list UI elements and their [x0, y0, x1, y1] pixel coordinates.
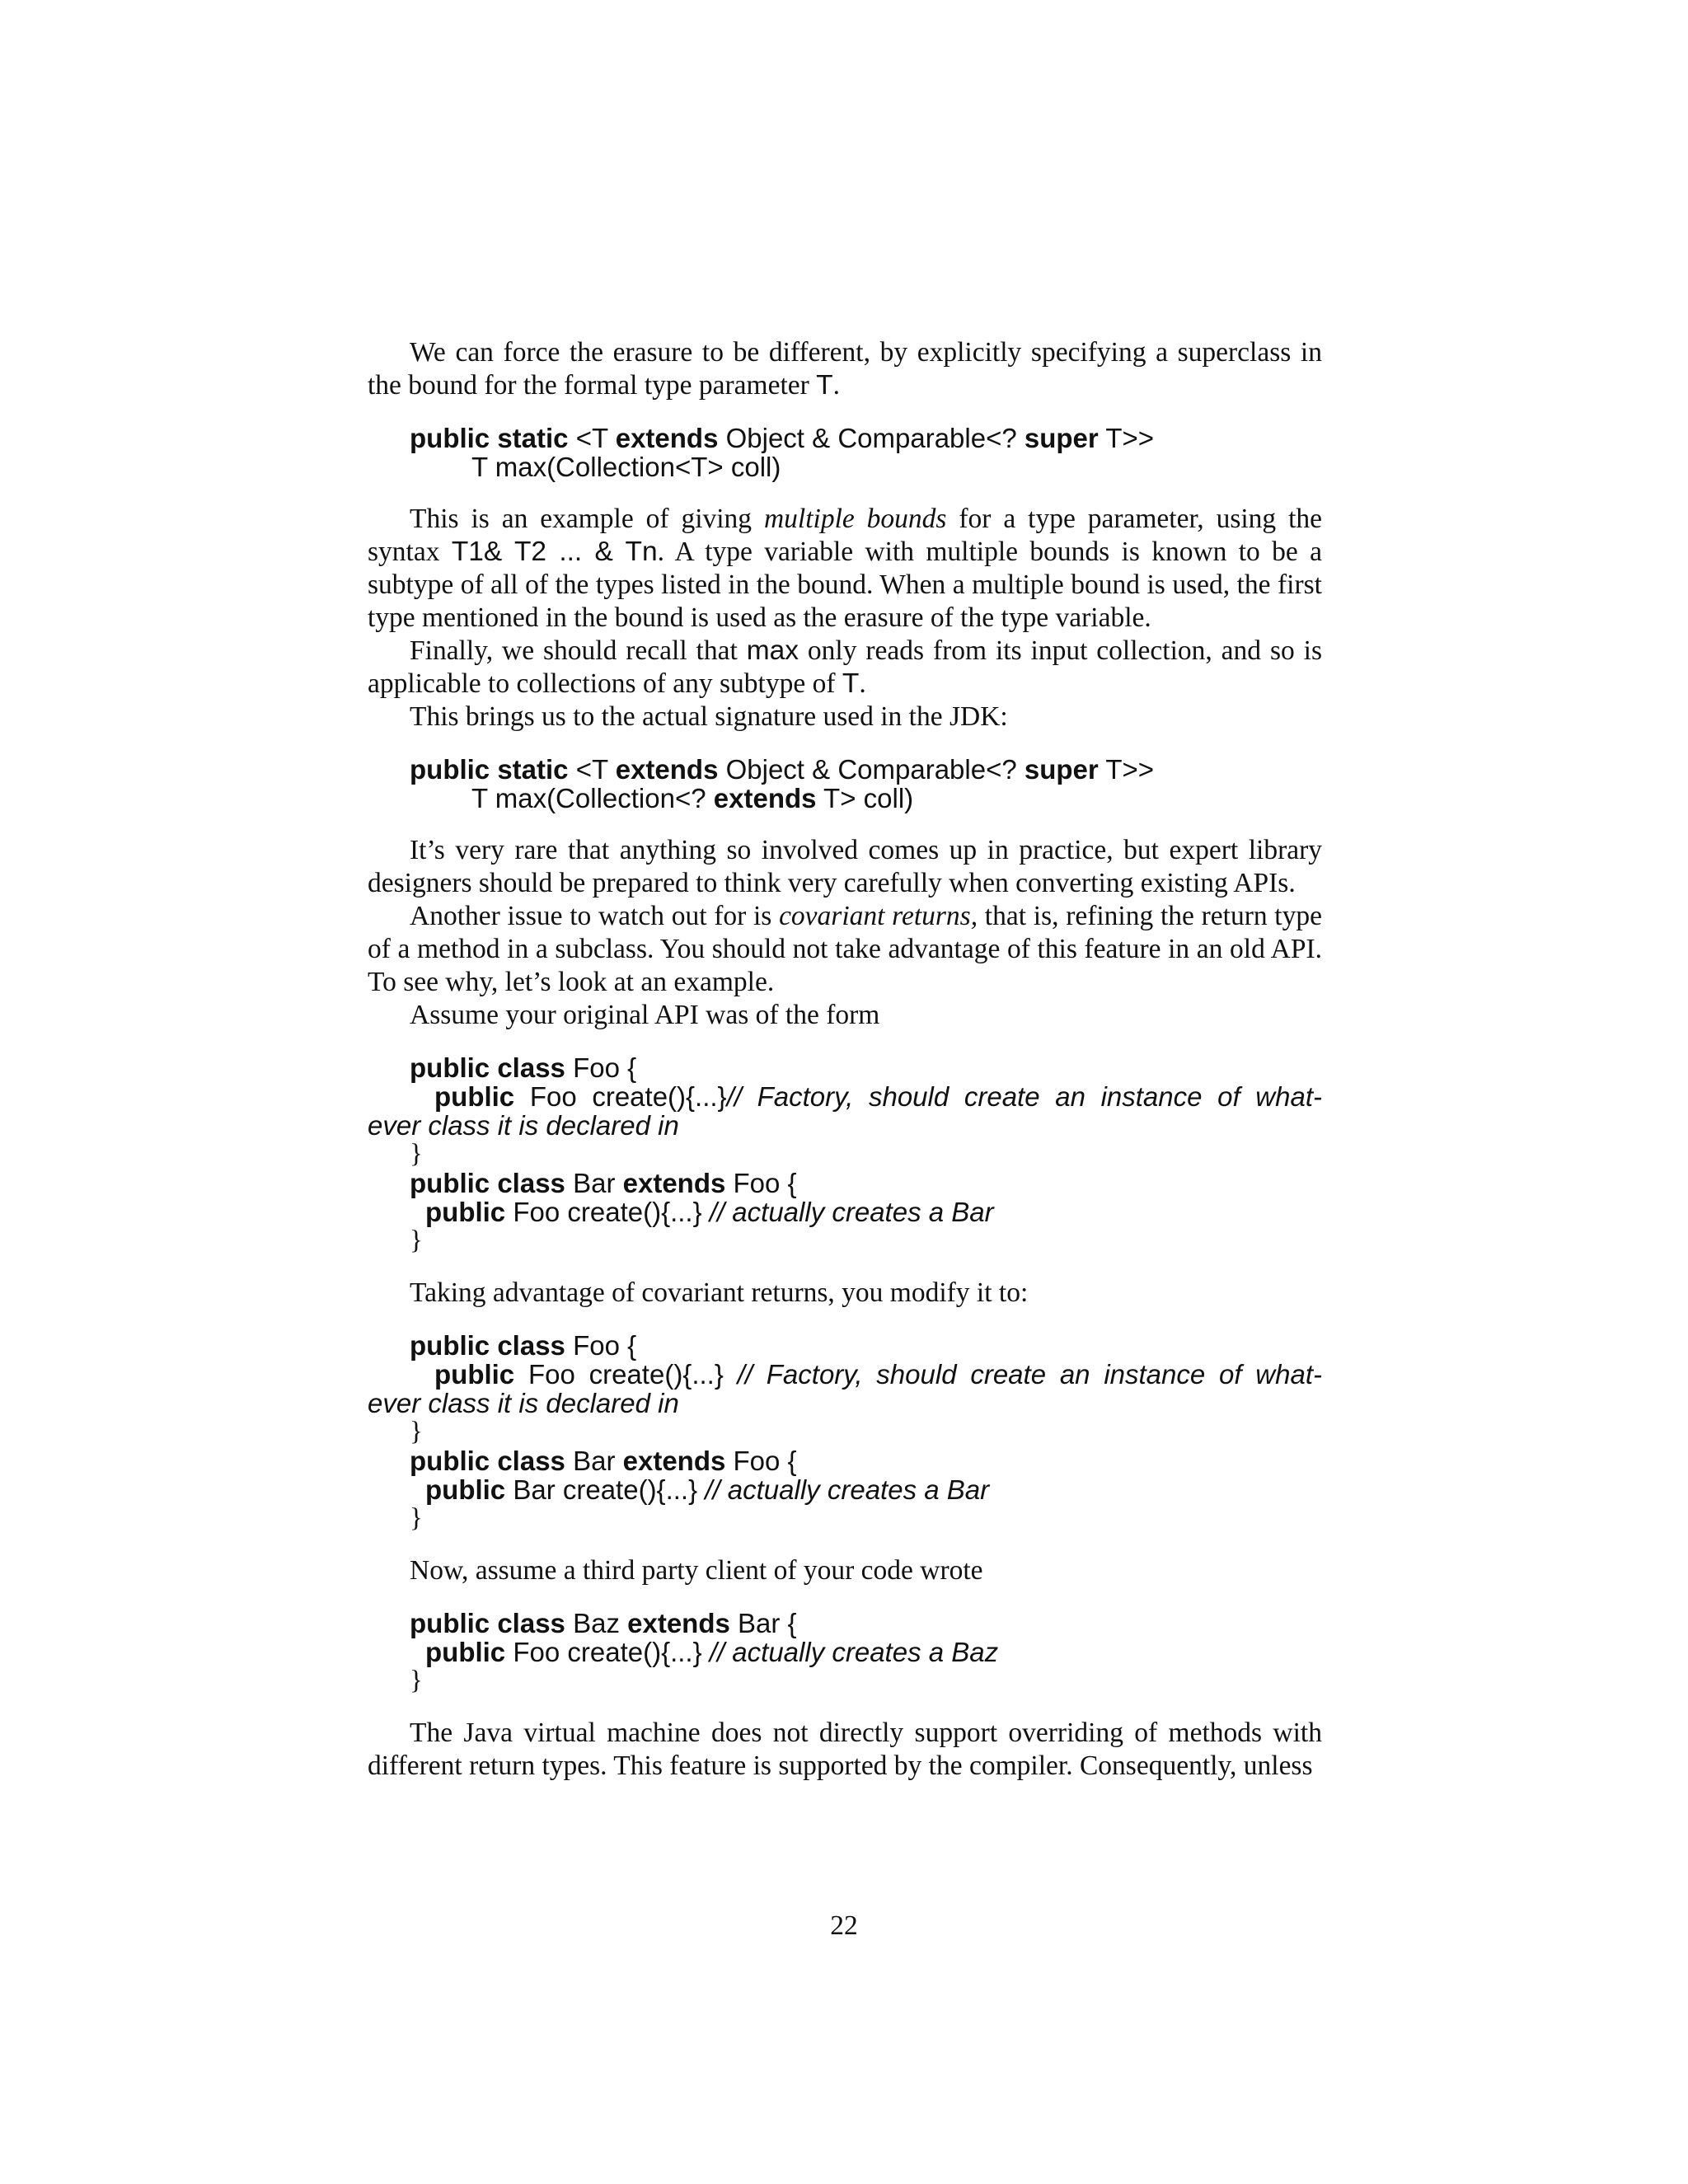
- code-comment: // Factory, should create an instance of what-: [726, 1081, 1323, 1112]
- code-block-modified-api: [368, 1331, 1322, 1533]
- paragraph-max-reads: [368, 635, 1322, 701]
- code-text: T>>: [1098, 423, 1155, 453]
- code-text: Baz: [565, 1608, 628, 1638]
- keyword: public static: [410, 754, 569, 785]
- keyword: public class: [410, 1608, 565, 1638]
- code-text: Foo create(){...}: [505, 1197, 710, 1227]
- code-line: }: [410, 1417, 423, 1446]
- code-text: Foo create(){...}: [528, 1359, 738, 1390]
- code-text: T>>: [1098, 754, 1155, 785]
- paragraph-third-party: Now, assume a third party client of your code wrote: [410, 1555, 983, 1586]
- text-column: [368, 336, 1322, 1783]
- keyword: public: [434, 1359, 515, 1390]
- paragraph-erasure: [368, 336, 1322, 402]
- text: . A type variable with multiple bounds is known to be a subtype of all of the types listed in the bound. When a multiple bound is used, the first type mentioned in the bound is used as the erasure of the type variable.: [368, 537, 1322, 633]
- paragraph-covariant: [368, 900, 1322, 999]
- code-line: }: [410, 1226, 423, 1255]
- code-text: <T: [568, 754, 616, 785]
- keyword: public: [425, 1637, 506, 1667]
- keyword: extends: [622, 1168, 726, 1198]
- keyword: public class: [410, 1446, 565, 1476]
- code-line: [368, 424, 1322, 452]
- code-comment: // actually creates a Bar: [705, 1474, 990, 1505]
- keyword: super: [1024, 754, 1099, 785]
- code-line: [368, 784, 1322, 813]
- code-text: Foo {: [565, 1052, 637, 1083]
- code-line: [368, 1475, 1322, 1504]
- keyword: super: [1024, 423, 1099, 453]
- keyword: public: [434, 1081, 515, 1112]
- keyword: public static: [410, 423, 569, 453]
- code-block-jdk-signature: [368, 755, 1322, 813]
- keyword: extends: [622, 1446, 726, 1476]
- code-line: [368, 1197, 1322, 1226]
- code-text: Foo create(){...}: [529, 1081, 727, 1112]
- code-comment: // actually creates a Bar: [709, 1197, 994, 1227]
- keyword: public class: [410, 1052, 565, 1083]
- code-comment: // actually creates a Baz: [709, 1637, 999, 1667]
- code-comment: // Factory, should create an instance of what-: [737, 1359, 1323, 1390]
- keyword: extends: [615, 754, 719, 785]
- paragraph-jdk-signature: This brings us to the actual signature used in the JDK:: [410, 701, 1008, 732]
- keyword: extends: [615, 423, 719, 453]
- code-line: }: [410, 1666, 423, 1695]
- code-block-max-signature: [368, 424, 1322, 481]
- code-text: T> coll): [816, 783, 914, 813]
- emphasis: covariant returns,: [779, 901, 978, 931]
- code-comment: ever class it is declared in: [368, 1110, 679, 1141]
- code-line: }: [410, 1139, 423, 1169]
- code-line: T max(Collection<T> coll): [471, 452, 781, 482]
- text: .: [832, 370, 841, 401]
- paragraph-original-api: Assume your original API was of the form: [410, 1000, 880, 1030]
- paragraph-multiple-bounds: [368, 503, 1322, 635]
- inline-code: max: [746, 635, 799, 666]
- keyword: public class: [410, 1330, 565, 1361]
- text: We can force the erasure to be different, by explicitly specifying a superclass in the bound for the formal type parameter: [368, 337, 1322, 401]
- code-text: Bar: [565, 1446, 623, 1476]
- code-text: Bar create(){...}: [505, 1474, 706, 1505]
- code-line: [368, 1446, 1322, 1475]
- code-comment: ever class it is declared in: [368, 1388, 679, 1418]
- code-text: Object & Comparable<?: [718, 423, 1025, 453]
- code-line: [368, 1638, 1322, 1666]
- inline-code: T: [816, 370, 833, 401]
- code-text: Foo {: [725, 1168, 797, 1198]
- code-text: T max(Collection<?: [471, 783, 714, 813]
- code-line: [368, 1360, 1322, 1389]
- code-line: }: [410, 1503, 423, 1533]
- emphasis: multiple bounds: [763, 504, 947, 534]
- code-text: <T: [568, 423, 616, 453]
- text: only reads from its input collection, and so is applicable to collections of any subtype of: [368, 635, 1322, 699]
- paragraph-jvm: The Java virtual machine does not directly support overriding of methods with different return types. This feature is supported by the compiler. Consequently, unless: [368, 1718, 1322, 1781]
- code-text: Bar: [565, 1168, 623, 1198]
- paragraph-rare: It’s very rare that anything so involved comes up in practice, but expert library designers should be prepared to think very carefully when converting existing APIs.: [368, 835, 1322, 898]
- code-line: [368, 1331, 1322, 1360]
- page-number: 22: [830, 1910, 858, 1941]
- inline-code: T: [842, 668, 860, 699]
- keyword: extends: [627, 1608, 730, 1638]
- code-text: Object & Comparable<?: [718, 754, 1025, 785]
- inline-code: T1& T2 ... & Tn: [451, 537, 658, 567]
- keyword: public class: [410, 1168, 565, 1198]
- text: for a type parameter, using the syntax: [368, 504, 1323, 567]
- code-line: [368, 1609, 1322, 1638]
- text: This is an example of giving: [410, 504, 764, 534]
- keyword: extends: [713, 783, 817, 813]
- keyword: public: [425, 1474, 506, 1505]
- code-block-third-party: [368, 1609, 1322, 1695]
- code-line: [368, 1082, 1322, 1111]
- code-line: [368, 1053, 1322, 1082]
- text: Finally, we should recall that: [410, 635, 747, 666]
- text: .: [859, 668, 866, 699]
- code-text: Foo {: [565, 1330, 637, 1361]
- text: that is, refining the return type of a method in a subclass. You should not take advantage of this feature in an old API. To see why, let’s look at an example.: [368, 901, 1322, 997]
- code-line: [368, 755, 1322, 784]
- text: Another issue to watch out for is: [410, 901, 780, 931]
- code-text: Foo {: [725, 1446, 797, 1476]
- keyword: public: [425, 1197, 506, 1227]
- code-line: [368, 1169, 1322, 1197]
- code-text: Bar {: [729, 1608, 797, 1638]
- code-text: Foo create(){...}: [505, 1637, 710, 1667]
- paragraph-modify: Taking advantage of covariant returns, you modify it to:: [410, 1277, 1029, 1308]
- code-block-original-api: [368, 1053, 1322, 1255]
